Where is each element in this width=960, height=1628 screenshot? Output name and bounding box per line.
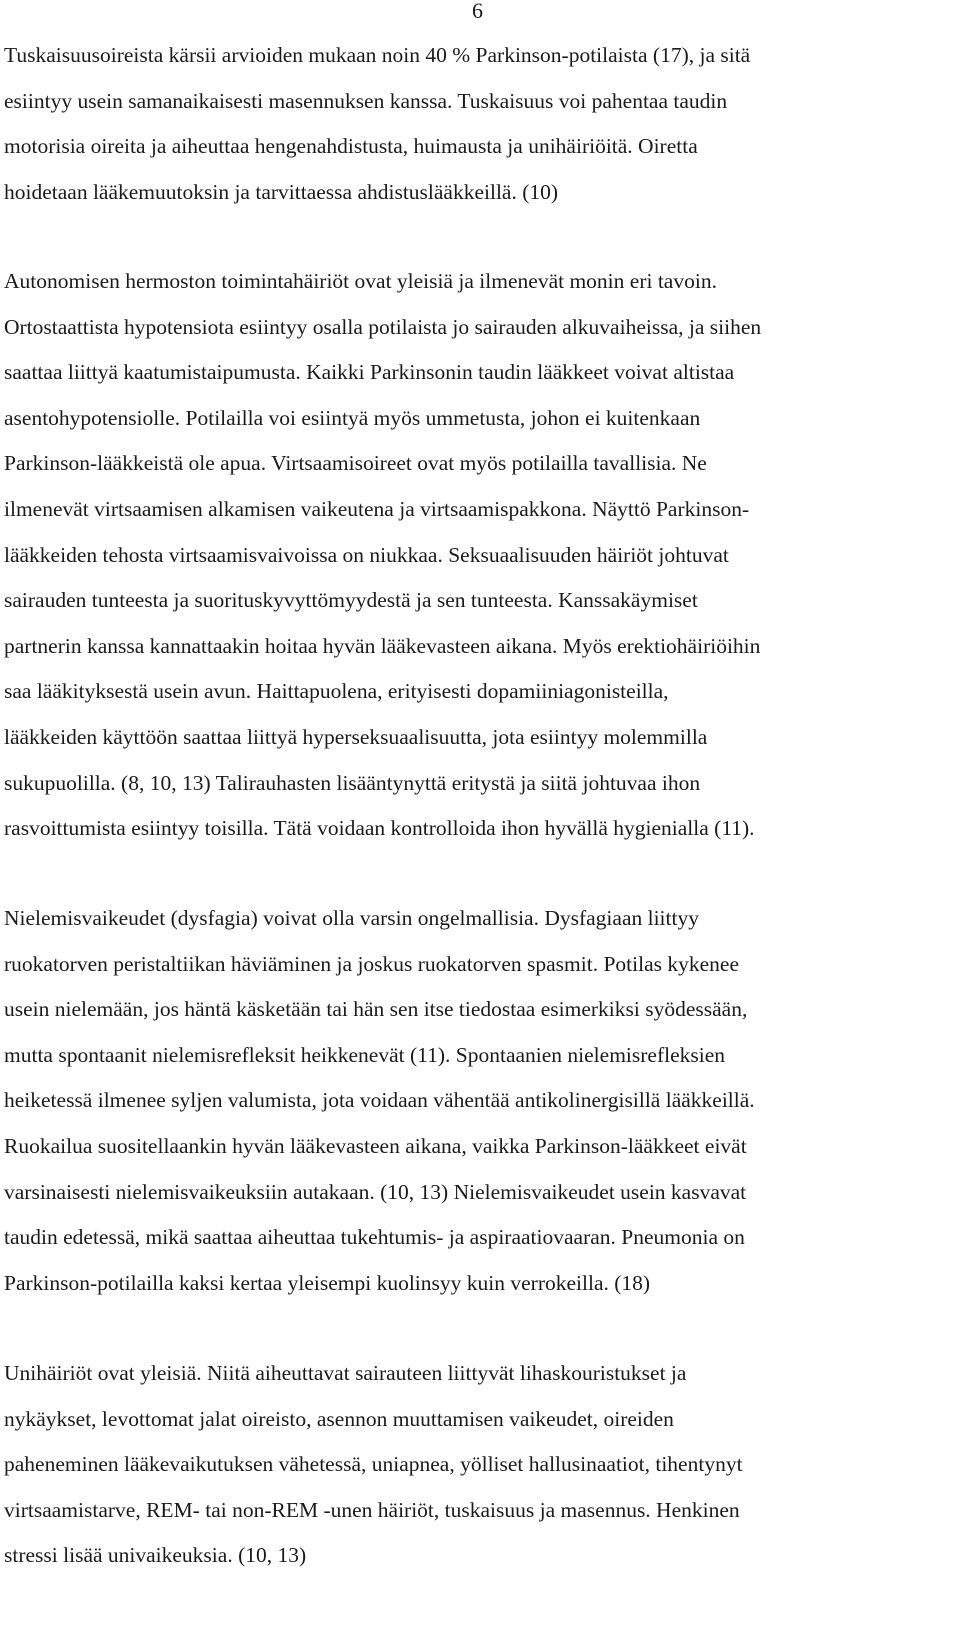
text-line: Tuskaisuusoireista kärsii arvioiden mukaan noin 40 % Parkinson-potilaista (17), ja sitä	[4, 43, 751, 67]
text-line: Autonomisen hermoston toimintahäiriöt ovat yleisiä ja ilmenevät monin eri tavoin.	[4, 269, 717, 293]
text-line: Parkinson-potilailla kaksi kertaa yleisempi kuolinsyy kuin verrokeilla. (18)	[4, 1270, 651, 1295]
text-line: rasvoittumista esiintyy toisilla. Tätä voidaan kontrolloida ihon hyvällä hygienialla (11).	[4, 816, 755, 841]
text-line: sukupuolilla. (8, 10, 13) Talirauhasten lisääntynyttä eritystä ja siitä johtuvaa ihon	[4, 770, 701, 795]
paragraph-dysphagia	[4, 896, 954, 1306]
text-line: esiintyy usein samanaikaisesti masennuksen kanssa. Tuskaisuus voi pahentaa taudin	[4, 88, 728, 113]
text-line: ilmenevät virtsaamisen alkamisen vaikeutena ja virtsaamispakkona. Näyttö Parkinson-	[4, 496, 750, 521]
text-line: taudin edetessä, mikä saattaa aiheuttaa tukehtumis- ja aspiraatiovaaran. Pneumonia on	[4, 1225, 745, 1250]
text-line: Nielemisvaikeudet (dysfagia) voivat olla varsin ongelmallisia. Dysfagiaan liittyy	[4, 906, 699, 930]
text-line: virtsaamistarve, REM- tai non-REM -unen häiriöt, tuskaisuus ja masennus. Henkinen	[4, 1497, 740, 1522]
text-line: lääkkeiden käyttöön saattaa liittyä hyperseksuaalisuutta, jota esiintyy molemmilla	[4, 724, 708, 749]
paragraph-sleep	[4, 1351, 954, 1579]
text-line: varsinaisesti nielemisvaikeuksiin autakaan. (10, 13) Nielemisvaikeudet usein kasvavat	[4, 1179, 747, 1204]
paragraph-anxiety	[4, 33, 954, 215]
text-line: sairauden tunteesta ja suorituskyvyttömyydestä ja sen tunteesta. Kanssakäymiset	[4, 588, 698, 613]
text-line: mutta spontaanit nielemisrefleksit heikkenevät (11). Spontaanien nielemisrefleksien	[4, 1042, 726, 1067]
text-line: stressi lisää univaikeuksia. (10, 13)	[4, 1543, 307, 1568]
text-line: usein nielemään, jos häntä käsketään tai hän sen itse tiedostaa esimerkiksi syödessään,	[4, 997, 748, 1022]
text-line: hoidetaan lääkemuutoksin ja tarvittaessa ahdistuslääkkeillä. (10)	[4, 179, 559, 204]
text-line: paheneminen lääkevaikutuksen vähetessä, uniapnea, yölliset hallusinaatiot, tihentynyt	[4, 1452, 743, 1477]
text-line: Unihäiriöt ovat yleisiä. Niitä aiheuttavat sairauteen liittyvät lihaskouristukset ja	[4, 1361, 687, 1385]
paragraph-autonomic	[4, 259, 954, 852]
text-line: lääkkeiden tehosta virtsaamisvaivoissa on niukkaa. Seksuaalisuuden häiriöt johtuvat	[4, 542, 729, 567]
text-line: nykäykset, levottomat jalat oireisto, asennon muuttamisen vaikeudet, oireiden	[4, 1406, 674, 1431]
text-line: ruokatorven peristaltiikan häviäminen ja joskus ruokatorven spasmit. Potilas kykenee	[4, 951, 740, 976]
text-line: heiketessä ilmenee syljen valumista, jota voidaan vähentää antikolinergisillä lääkkeillä.	[4, 1088, 755, 1113]
text-line: saa lääkityksestä usein avun. Haittapuolena, erityisesti dopamiiniagonisteilla,	[4, 679, 669, 704]
text-line: motorisia oireita ja aiheuttaa hengenahdistusta, huimausta ja unihäiriöitä. Oiretta	[4, 134, 698, 159]
text-line: partnerin kanssa kannattaakin hoitaa hyvän lääkevasteen aikana. Myös erektiohäiriöihin	[4, 633, 761, 658]
text-line: saattaa liittyä kaatumistaipumusta. Kaikki Parkinsonin taudin lääkkeet voivat altistaa	[4, 360, 735, 385]
text-line: asentohypotensiolle. Potilailla voi esiintyä myös ummetusta, johon ei kuitenkaan	[4, 405, 701, 430]
page-number: 6	[472, 0, 483, 23]
text-line: Parkinson-lääkkeistä ole apua. Virtsaamisoireet ovat myös potilailla tavallisia. Ne	[4, 451, 707, 476]
text-line: Ruokailua suositellaankin hyvän lääkevasteen aikana, vaikka Parkinson-lääkkeet eivät	[4, 1133, 747, 1158]
text-line: Ortostaattista hypotensiota esiintyy osalla potilaista jo sairauden alkuvaiheissa, ja siihen	[4, 314, 762, 339]
